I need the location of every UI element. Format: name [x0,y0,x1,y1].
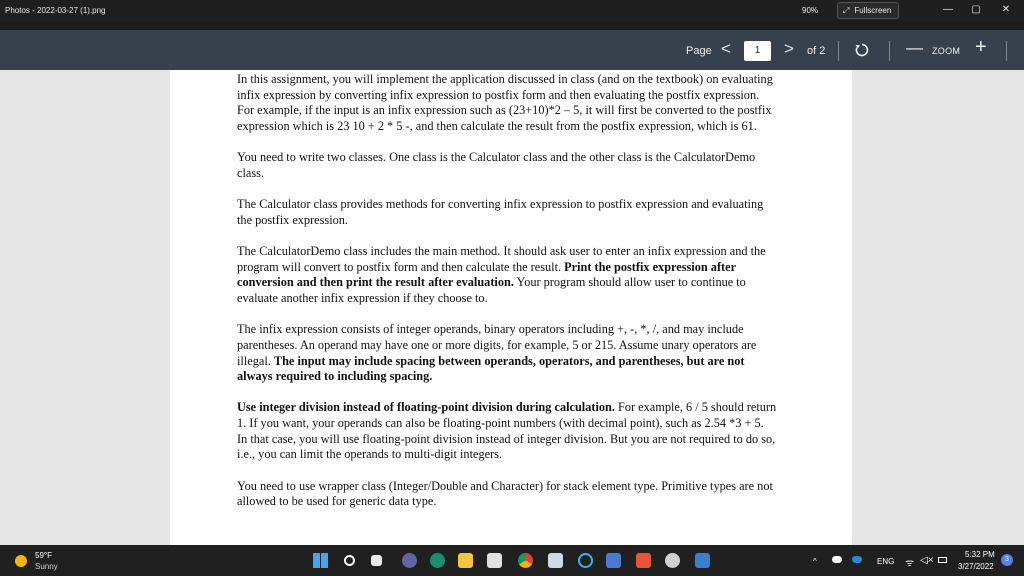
fullscreen-label: Fullscreen [854,6,892,15]
paragraph [237,244,777,306]
next-page-button[interactable]: > [784,39,794,58]
minimize-button[interactable]: — [943,4,953,15]
store-icon[interactable] [487,553,502,568]
paragraph: In this assignment, you will implement the application discussed in class (and on the textbook) on evaluating infix expression by converting infix expression to postfix form and then evaluating the postfix expression. For example, if the input is an infix expression such as (23+10)*2 – 5, it will first be converted to the postfix expression which is 23 10 + 2 * 5 -, and then calculate the result from the postfix expression, which is 61. [237,72,773,133]
battery-icon[interactable] [938,557,947,563]
rotate-icon[interactable] [854,42,870,58]
zoom-percent: 90% [802,6,819,15]
mail-icon[interactable] [548,553,563,568]
document-viewer[interactable] [0,70,1024,545]
toolbar-divider [838,41,839,61]
visual-studio-icon[interactable] [606,553,621,568]
app-icon[interactable] [665,553,680,568]
cloud-icon[interactable] [832,556,842,563]
volume-icon[interactable]: ◁× [920,555,934,566]
onedrive-icon[interactable] [852,556,862,563]
text-run: Your program should allow user to continue to evaluate another infix expression if they choose to. [237,275,746,305]
weather-description[interactable]: Sunny [35,562,58,571]
bold-text-run: Use integer division instead of floating-point division during calculation. [237,400,615,415]
clock-time[interactable]: 5:32 PM [965,550,995,559]
bold-text-run: The input may include spacing between operands, operators, and parentheses, but are not always required to including spacing. [237,353,745,384]
fullscreen-button[interactable] [837,2,899,19]
text-run: The infix expression consists of integer operands, binary operators including +, -, *, /, and may include parentheses. An operand may have one or more digits, for example, 5 or 215. Assume unary operators are illegal. [237,322,757,368]
toolbar-divider [889,41,890,61]
document-text [237,72,777,526]
cortana-icon[interactable] [578,553,593,568]
weather-temperature[interactable]: 59°F [35,551,52,560]
page-number-input[interactable]: 1 [744,41,771,61]
search-icon[interactable] [344,555,355,566]
zoom-in-button[interactable]: + [975,36,987,58]
window-title: Photos - 2022-03-27 (1).png [5,6,106,15]
zoom-label: ZOOM [932,46,961,56]
task-view-icon[interactable] [371,555,382,566]
chevron-up-icon[interactable]: ^ [813,557,817,566]
text-run: For example, 6 / 5 should return 1. If you want, your operands can also be floating-point numbers (with decimal point), such as 2.54 *3 + 5. In that case, you will use floating-point division instead of integer division. But you are not required to do so, i.e., you can limit the operands to multi-digit integers. [237,400,777,462]
edge-icon[interactable] [430,553,445,568]
wifi-icon[interactable]: ᯤ [905,558,915,569]
paragraph [237,400,777,462]
notification-badge[interactable]: 3 [1001,554,1013,566]
title-bar [0,0,1024,21]
windows-start-icon[interactable] [313,553,328,568]
page-count: of 2 [807,45,826,57]
photos-icon[interactable] [695,553,710,568]
close-button[interactable]: ✕ [1001,4,1011,15]
sun-icon[interactable] [15,555,27,567]
language-indicator[interactable]: ENG [877,557,895,566]
paragraph: The Calculator class provides methods for converting infix expression to postfix expression and evaluating the postfix expression. [237,197,764,227]
chrome-icon[interactable] [518,553,533,568]
office-icon[interactable] [636,553,651,568]
paragraph: You need to write two classes. One class is the Calculator class and the other class is the CalculatorDemo class. [237,150,756,180]
paragraph: You need to use wrapper class (Integer/Double and Character) for stack element type. Primitive types are not allowed to be used for generic data type. [237,478,773,509]
prev-page-button[interactable]: < [721,39,731,58]
paragraph [237,322,777,384]
toolbar-divider [1006,41,1007,61]
taskbar [0,545,1024,576]
page-label: Page [686,45,712,57]
bold-text-run: Print the postfix expression after conversion and then print the result after evaluation. [237,259,736,290]
file-explorer-icon[interactable] [458,553,473,568]
clock-date[interactable]: 3/27/2022 [958,562,994,571]
expand-icon: ⤢ [843,6,850,15]
teams-chat-icon[interactable] [402,553,417,568]
maximize-button[interactable]: ▢ [971,4,981,15]
zoom-out-button[interactable]: — [906,38,923,57]
text-run: The CalculatorDemo class includes the main method. It should ask user to enter an infix expression and the program will convert to postfix form and then calculate the result. [237,244,766,274]
document-page [170,70,852,545]
viewer-toolbar [0,30,1024,70]
